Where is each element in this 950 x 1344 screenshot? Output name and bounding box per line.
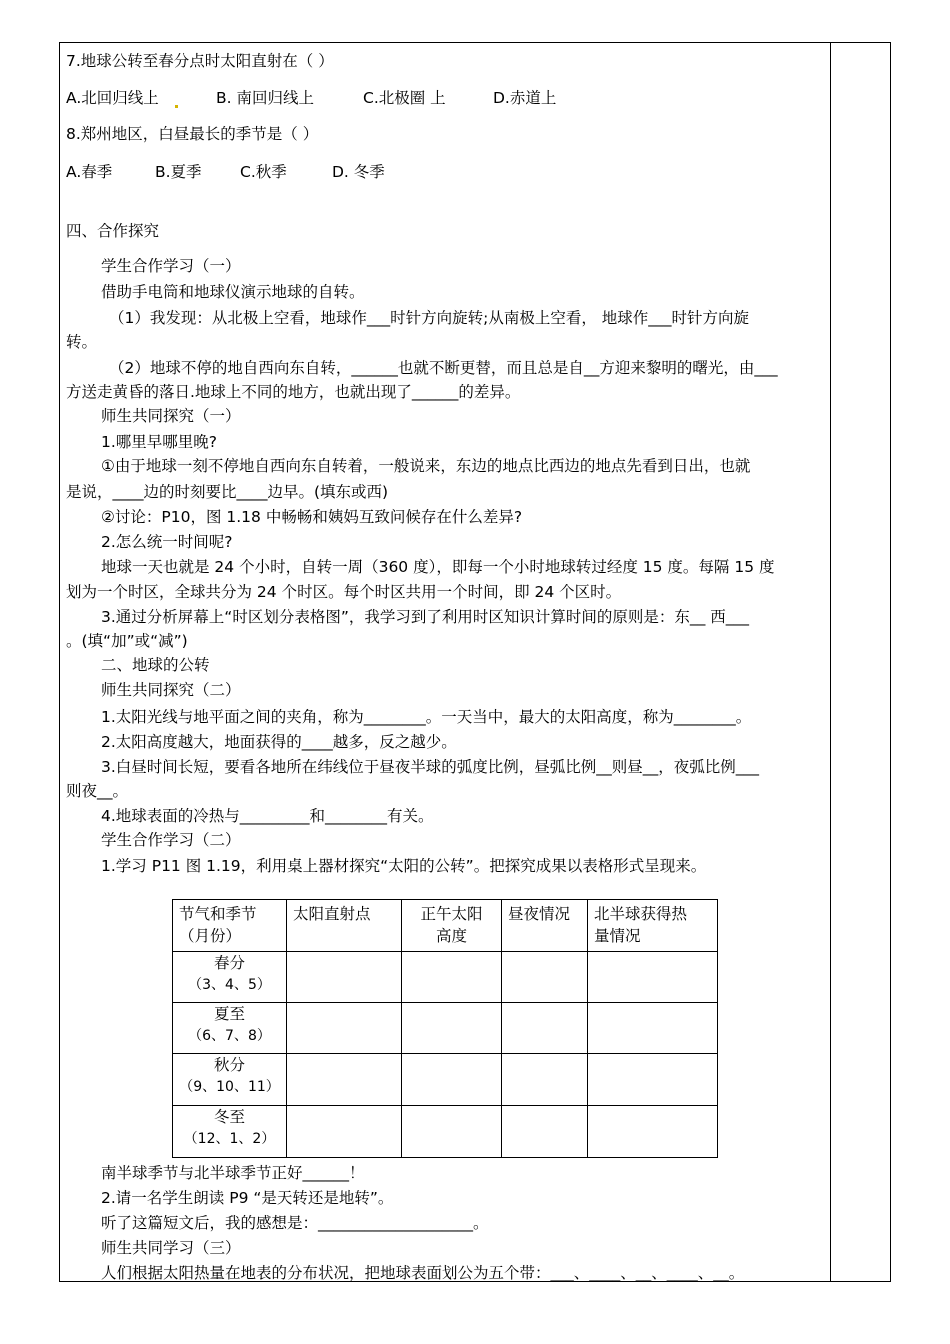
header-season: 节气和季节 （月份） [173, 900, 287, 952]
cell-blank[interactable] [287, 1003, 402, 1054]
table-row [173, 952, 718, 1003]
q8-option-a[interactable]: A.春季 [66, 163, 113, 181]
cell-blank[interactable] [588, 1106, 718, 1158]
q7-option-c[interactable]: C.北极圈 上 [363, 89, 446, 107]
q7-option-a[interactable]: A.北回归线上 [66, 88, 178, 108]
teacher-student-inquiry-2: 师生共同探究（二） [101, 681, 241, 699]
cell-blank[interactable] [588, 952, 718, 1003]
question-1a-line2: 是说，____边的时刻要比____边早。(填东或西) [66, 483, 389, 501]
cell-blank[interactable] [287, 1054, 402, 1106]
q8-option-b[interactable]: B.夏季 [155, 163, 202, 181]
table-row [173, 1106, 718, 1158]
cell-blank[interactable] [588, 1003, 718, 1054]
cell-blank[interactable] [588, 1054, 718, 1106]
question-unify-time: 2.怎么统一时间呢? [101, 533, 233, 551]
item-1-solar-angle: 1.太阳光线与地平面之间的夹角，称为________。一天当中，最大的太阳高度，称为________。 [101, 708, 752, 726]
five-zones-statement: 人们根据太阳热量在地表的分布状况，把地球表面划公为五个带：___、____、__、____、__。 [101, 1264, 745, 1282]
cell-blank[interactable] [402, 1054, 502, 1106]
question-1b: ②讨论：P10，图 1.18 中畅畅和姨妈互致问候存在什么差异? [101, 508, 523, 526]
q7-option-d[interactable]: D.赤道上 [493, 89, 557, 107]
teacher-student-study-3: 师生共同学习（三） [101, 1239, 241, 1257]
q8-option-c[interactable]: C.秋季 [240, 163, 287, 181]
section-heading-revolution: 二、地球的公转 [101, 656, 210, 674]
section-heading-cooperative-inquiry: 四、合作探究 [66, 222, 160, 240]
cell-blank[interactable] [402, 1003, 502, 1054]
question-3-line1: 3.通过分析屏幕上“时区划分表格图”，我学习到了利用时区知识计算时间的原则是：东__ 西___ [101, 608, 750, 626]
row-autumn-label: 秋分 （9、10、11） [173, 1054, 287, 1106]
task-instruction: 1.学习 P11 图 1.19，利用桌上器材探究“太阳的公转”。把探究成果以表格形式呈现来。 [101, 857, 707, 875]
student-group-study-2: 学生合作学习（二） [101, 831, 241, 849]
question-3-line2: 。(填“加”或“减”) [66, 632, 188, 650]
item-2-solar-height: 2.太阳高度越大，地面获得的____越多，反之越少。 [101, 733, 457, 751]
cell-blank[interactable] [287, 952, 402, 1003]
demo-instruction: 借助手电筒和地球仪演示地球的自转。 [101, 283, 365, 301]
q8-option-d[interactable]: D. 冬季 [332, 163, 385, 181]
cell-blank[interactable] [402, 952, 502, 1003]
table-header-row [173, 900, 718, 952]
teacher-student-inquiry-1: 师生共同探究（一） [101, 407, 241, 425]
header-day-night: 昼夜情况 [502, 900, 588, 952]
item-4-temperature: 4.地球表面的冷热与_________和________有关。 [101, 807, 434, 825]
finding-2-line1: （2）地球不停的地自西向东自转，______也就不断更替，而且总是自__方迎来黎明的曙光，由___ [109, 359, 778, 377]
cell-blank[interactable] [402, 1106, 502, 1158]
item-3-line1: 3.白昼时间长短，要看各地所在纬线位于昼夜半球的弧度比例，昼弧比例__则昼__，夜弧比例___ [101, 758, 760, 776]
row-winter-label: 冬至 （12、1、2） [173, 1106, 287, 1158]
q8-stem: 8.郑州地区，白昼最长的季节是（ ） [66, 125, 319, 143]
finding-1-line2: 转。 [66, 333, 98, 351]
cell-blank[interactable] [502, 952, 588, 1003]
cell-blank[interactable] [502, 1003, 588, 1054]
item-3-line2: 则夜__。 [66, 782, 129, 800]
cell-blank[interactable] [502, 1054, 588, 1106]
header-direct-point: 太阳直射点 [287, 900, 402, 952]
row-spring-label: 春分 （3、4、5） [173, 952, 287, 1003]
revolution-table [172, 899, 718, 1158]
time-zone-text-line1: 地球一天也就是 24 个小时，自转一周（360 度），即每一个小时地球转过经度 15 度。每隔 15 度 [101, 558, 775, 576]
question-1a-line1: ①由于地球一刻不停地自西向东自转着，一般说来，东边的地点比西边的地点先看到日出，也就 [101, 457, 751, 475]
southern-season-statement: 南半球季节与北半球季节正好______！ [101, 1164, 365, 1182]
question-early-late: 1.哪里早哪里晚? [101, 433, 218, 451]
cell-blank[interactable] [502, 1106, 588, 1158]
finding-1-line1: （1）我发现：从北极上空看，地球作___时针方向旋转;从南极上空看， 地球作___时针方向旋 [109, 309, 750, 327]
right-column-divider [830, 42, 831, 1282]
student-group-study-1: 学生合作学习（一） [101, 257, 241, 275]
header-heat: 北半球获得热 量情况 [588, 900, 718, 952]
row-summer-label: 夏至 （6、7、8） [173, 1003, 287, 1054]
table-row [173, 1054, 718, 1106]
finding-2-line2: 方送走黄昏的落日.地球上不同的地方，也就出现了______的差异。 [66, 383, 521, 401]
feeling-prompt: 听了这篇短文后，我的感想是：____________________。 [101, 1214, 489, 1232]
reading-task: 2.请一名学生朗读 P9 “是天转还是地转”。 [101, 1189, 394, 1207]
table-row [173, 1003, 718, 1054]
cell-blank[interactable] [287, 1106, 402, 1158]
q7-option-b[interactable]: B. 南回归线上 [216, 89, 314, 107]
time-zone-text-line2: 划为一个时区，全球共分为 24 个时区。每个时区共用一个时间，即 24 个区时。 [66, 583, 622, 601]
q7-stem: 7.地球公转至春分点时太阳直射在（ ） [66, 52, 334, 70]
header-noon-height: 正午太阳 高度 [402, 900, 502, 952]
